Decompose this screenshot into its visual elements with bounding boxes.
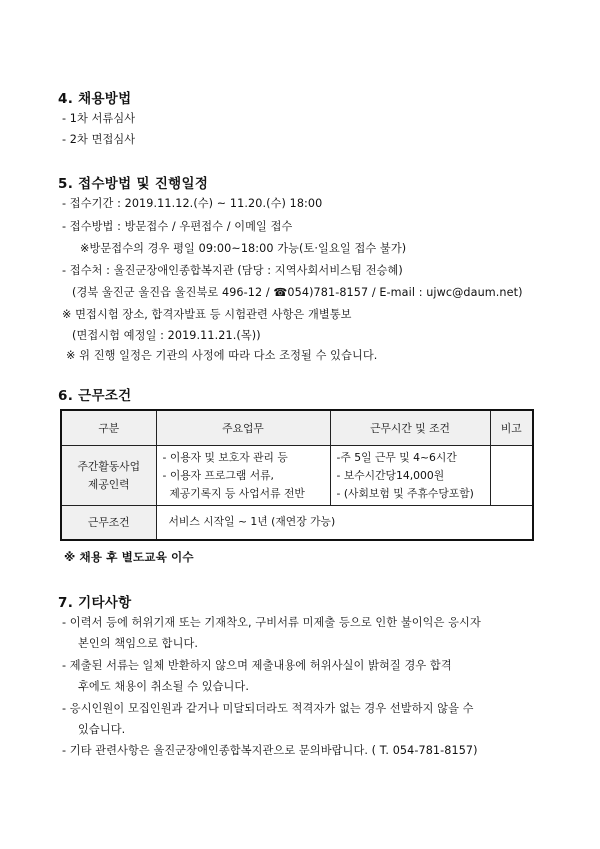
section-6-title: 6. 근무조건 [58, 388, 132, 404]
section-5-line: ※방문접수의 경우 평일 09:00~18:00 가능(토·일요일 접수 불가) [80, 242, 407, 255]
section-7-line: - 기타 관련사항은 울진군장애인종합복지관으로 문의바랍니다. ( T. 054-781-8157) [62, 744, 478, 757]
row2-duties: 서비스 시작일 ~ 1년 (재연장 가능) [156, 506, 533, 540]
header-conditions: 근무시간 및 조건 [330, 410, 490, 446]
section-7-line: 본인의 책임으로 합니다. [78, 637, 199, 650]
row1-duties: - 이용자 및 보호자 관리 등 - 이용자 프로그램 서류, 제공기록지 등 사업서류 전반 [156, 446, 330, 506]
section-7-line: - 이력서 등에 허위기재 또는 기재착오, 구비서류 미제출 등으로 인한 불이익은 응시자 [62, 616, 481, 629]
section-5-line: - 접수방법 : 방문접수 / 우편접수 / 이메일 접수 [62, 220, 293, 233]
section-5-line: (경북 울진군 울진읍 울진북로 496-12 / ☎054)781-8157 / E-mail : ujwc@daum.net) [72, 286, 523, 299]
section-5-line: (면접시험 예정일 : 2019.11.21.(목)) [72, 329, 261, 342]
row1-conditions: -주 5일 근무 및 4~6시간 - 보수시간당14,000원 - (사회보험 및 주휴수당포함) [330, 446, 490, 506]
table-row [61, 446, 533, 506]
section-5-line: - 접수처 : 울진군장애인종합복지관 (담당 : 지역사회서비스팀 전승혜) [62, 264, 403, 277]
training-note: ※ 채용 후 별도교육 이수 [64, 550, 194, 564]
section-5-line: ※ 면접시험 장소, 합격자발표 등 시험관련 사항은 개별통보 [62, 308, 352, 321]
header-duties: 주요업무 [156, 410, 330, 446]
section-7-title: 7. 기타사항 [58, 595, 132, 611]
section-4-item: - 1차 서류심사 [62, 112, 136, 125]
section-4-title: 4. 채용방법 [58, 91, 132, 107]
work-conditions-table [60, 409, 534, 541]
section-5-line: ※ 위 진행 일정은 기관의 사정에 따라 다소 조정될 수 있습니다. [66, 349, 378, 362]
section-7-line: 후에도 채용이 취소될 수 있습니다. [78, 680, 249, 693]
section-5-title: 5. 접수방법 및 진행일정 [58, 176, 209, 192]
section-4-item: - 2차 면접심사 [62, 133, 136, 146]
row1-category: 주간활동사업 제공인력 [61, 446, 156, 506]
row1-remark [490, 446, 533, 506]
section-7-line: - 응시인원이 모집인원과 같거나 미달되더라도 적격자가 없는 경우 선발하지 않을 수 [62, 702, 474, 715]
section-7-line: - 제출된 서류는 일체 반환하지 않으며 제출내용에 허위사실이 밝혀질 경우 합격 [62, 659, 452, 672]
section-7-line: 있습니다. [78, 723, 126, 736]
row2-category: 근무조건 [61, 506, 156, 540]
table-row [61, 506, 533, 540]
header-category: 구분 [61, 410, 156, 446]
header-remark: 비고 [490, 410, 533, 446]
table-header-row [61, 410, 533, 446]
section-5-line: - 접수기간 : 2019.11.12.(수) ~ 11.20.(수) 18:00 [62, 197, 323, 210]
